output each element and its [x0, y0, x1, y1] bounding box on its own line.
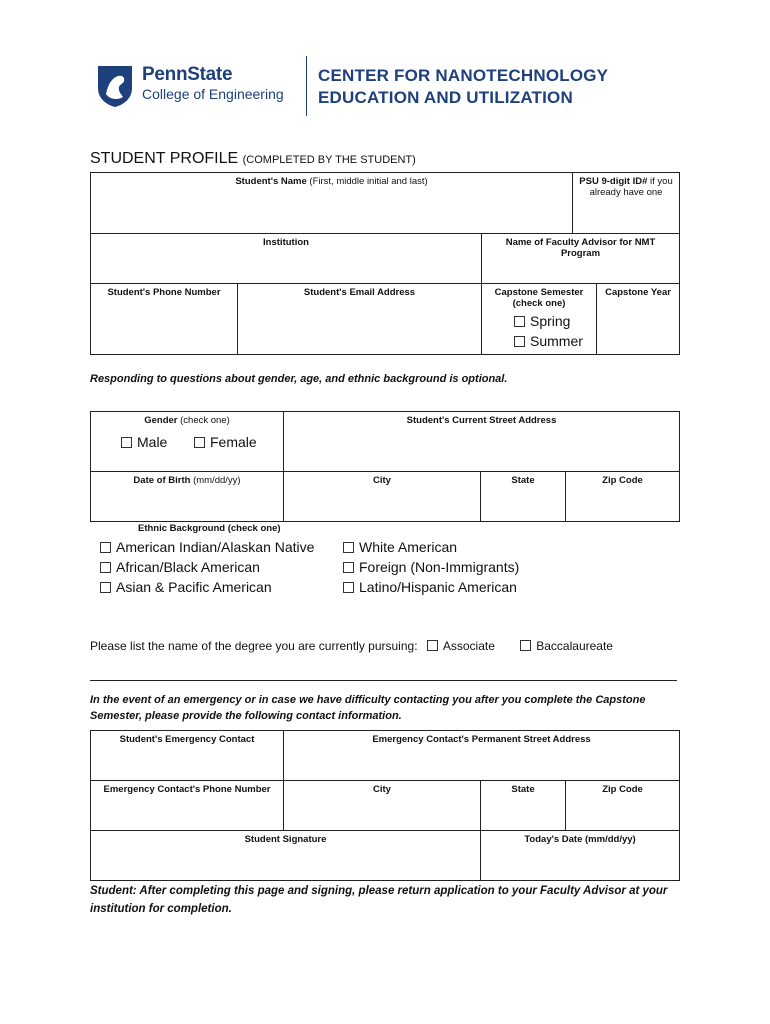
ethnic-option-label: White American: [359, 539, 458, 555]
city-label: City: [373, 475, 391, 486]
header-divider: [306, 56, 307, 116]
semester-option-summer[interactable]: [514, 331, 592, 351]
degree-prompt: Please list the name of the degree you are currently pursuing:: [90, 639, 418, 653]
student-email-label: Student's Email Address: [303, 287, 416, 298]
student-name-field[interactable]: [91, 173, 573, 234]
checkbox-icon[interactable]: [121, 437, 132, 448]
emergency-contact-label: Student's Emergency Contact: [119, 734, 255, 745]
gender-hint: (check one): [180, 415, 230, 426]
semester-option-label: Spring: [530, 313, 571, 329]
footer-note: Student: After completing this page and signing, please return application to your Faculty Advisor at your institution for completion.: [90, 885, 668, 915]
capstone-semester-field: [482, 284, 597, 355]
checkbox-icon[interactable]: [100, 542, 111, 553]
capstone-year-field[interactable]: [597, 284, 680, 355]
state-field[interactable]: [481, 472, 566, 522]
student-name-hint: (First, middle initial and last): [309, 176, 428, 187]
section-title-main: STUDENT PROFILE: [90, 150, 239, 167]
institution-field[interactable]: [91, 234, 482, 284]
emergency-zip-label: Zip Code: [602, 784, 643, 795]
degree-option-baccalaureate[interactable]: [520, 639, 613, 653]
street-address-field[interactable]: [284, 412, 680, 472]
checkbox-icon[interactable]: [514, 316, 525, 327]
ethnic-option-label: Latino/Hispanic American: [359, 579, 517, 595]
checkbox-icon[interactable]: [520, 640, 531, 651]
dob-label: Date of Birth: [133, 475, 191, 486]
optional-note: Responding to questions about gender, age, and ethnic background is optional.: [90, 373, 508, 385]
checkbox-icon[interactable]: [427, 640, 438, 651]
todays-date-label: Today's Date (mm/dd/yy): [524, 834, 636, 845]
ethnic-option[interactable]: [100, 537, 314, 557]
checkbox-icon[interactable]: [343, 582, 354, 593]
gender-field: [91, 412, 284, 472]
ethnic-option[interactable]: [343, 577, 519, 597]
emergency-city-field[interactable]: [284, 781, 481, 831]
emergency-phone-field[interactable]: [91, 781, 284, 831]
penn-state-shield-logo: [96, 64, 134, 108]
center-title-line2: EDUCATION AND UTILIZATION: [318, 88, 573, 107]
emergency-phone-label: Emergency Contact's Phone Number: [103, 784, 271, 795]
degree-option-label: Baccalaureate: [536, 639, 613, 653]
state-label: State: [511, 475, 535, 486]
checkbox-icon[interactable]: [100, 582, 111, 593]
student-signature-field[interactable]: [91, 831, 481, 881]
emergency-state-field[interactable]: [481, 781, 566, 831]
gender-option-female[interactable]: [194, 434, 257, 450]
capstone-semester-label: Capstone Semester: [494, 287, 584, 298]
ethnic-option[interactable]: [343, 537, 519, 557]
zip-label: Zip Code: [602, 475, 643, 486]
ethnic-option[interactable]: [100, 557, 314, 577]
ethnic-options-right: [343, 537, 519, 597]
student-phone-label: Student's Phone Number: [107, 287, 221, 298]
demographics-table: [90, 411, 680, 522]
gender-option-label: Male: [137, 434, 168, 450]
dob-field[interactable]: [91, 472, 284, 522]
checkbox-icon[interactable]: [100, 562, 111, 573]
emergency-zip-field[interactable]: [566, 781, 680, 831]
ethnic-option-label: Asian & Pacific American: [116, 579, 272, 595]
gender-option-male[interactable]: [121, 434, 167, 450]
semester-option-spring[interactable]: [514, 311, 592, 331]
faculty-advisor-field[interactable]: [482, 234, 680, 284]
capstone-year-label: Capstone Year: [605, 287, 671, 298]
street-address-label: Student's Current Street Address: [406, 415, 557, 426]
institution-label: Institution: [263, 237, 309, 248]
ethnic-option[interactable]: [100, 577, 314, 597]
todays-date-field[interactable]: [481, 831, 680, 881]
gender-option-label: Female: [210, 434, 257, 450]
emergency-table: [90, 730, 680, 881]
emergency-address-label: Emergency Contact's Permanent Street Address: [372, 734, 591, 745]
degree-option-associate[interactable]: [427, 639, 495, 653]
brand-name: PennState: [142, 64, 233, 85]
semester-option-label: Summer: [530, 333, 583, 349]
ethnic-options-left: [100, 537, 314, 597]
section-title-sub: (COMPLETED BY THE STUDENT): [242, 154, 416, 166]
psu-id-label: PSU 9-digit ID#: [579, 176, 648, 187]
emergency-address-field[interactable]: [284, 731, 680, 781]
emergency-contact-field[interactable]: [91, 731, 284, 781]
ethnic-option-label: Foreign (Non-Immigrants): [359, 559, 520, 575]
emergency-city-label: City: [373, 784, 391, 795]
dob-hint: (mm/dd/yy): [193, 475, 241, 486]
center-title-line1: CENTER FOR NANOTECHNOLOGY: [318, 66, 609, 85]
checkbox-icon[interactable]: [194, 437, 205, 448]
ethnic-background-label: Ethnic Background (check one): [138, 523, 281, 534]
city-field[interactable]: [284, 472, 481, 522]
psu-id-hint: if you already have one: [589, 176, 673, 198]
checkbox-icon[interactable]: [343, 562, 354, 573]
degree-option-label: Associate: [442, 639, 495, 653]
ethnic-option-label: African/Black American: [116, 559, 260, 575]
student-email-field[interactable]: [238, 284, 482, 355]
emergency-state-label: State: [511, 784, 535, 795]
student-profile-table: [90, 172, 680, 355]
ethnic-option[interactable]: [343, 557, 519, 577]
gender-label: Gender: [144, 415, 178, 426]
checkbox-icon[interactable]: [343, 542, 354, 553]
student-name-label: Student's Name: [235, 176, 307, 187]
section-title: [90, 150, 416, 168]
checkbox-icon[interactable]: [514, 336, 525, 347]
degree-row: [90, 639, 613, 653]
separator-line: [90, 680, 677, 681]
faculty-advisor-label: Name of Faculty Advisor for NMT Program: [505, 237, 656, 259]
psu-id-field[interactable]: [573, 173, 680, 234]
student-phone-field[interactable]: [91, 284, 238, 355]
capstone-semester-hint: (check one): [512, 298, 566, 309]
ethnic-option-label: American Indian/Alaskan Native: [116, 539, 315, 555]
emergency-note: In the event of an emergency or in case we have difficulty contacting you after you complete the Capstone Semester, please provide the following contact information.: [90, 694, 646, 722]
zip-field[interactable]: [566, 472, 680, 522]
brand-subtitle: College of Engineering: [142, 86, 284, 102]
student-signature-label: Student Signature: [244, 834, 327, 845]
